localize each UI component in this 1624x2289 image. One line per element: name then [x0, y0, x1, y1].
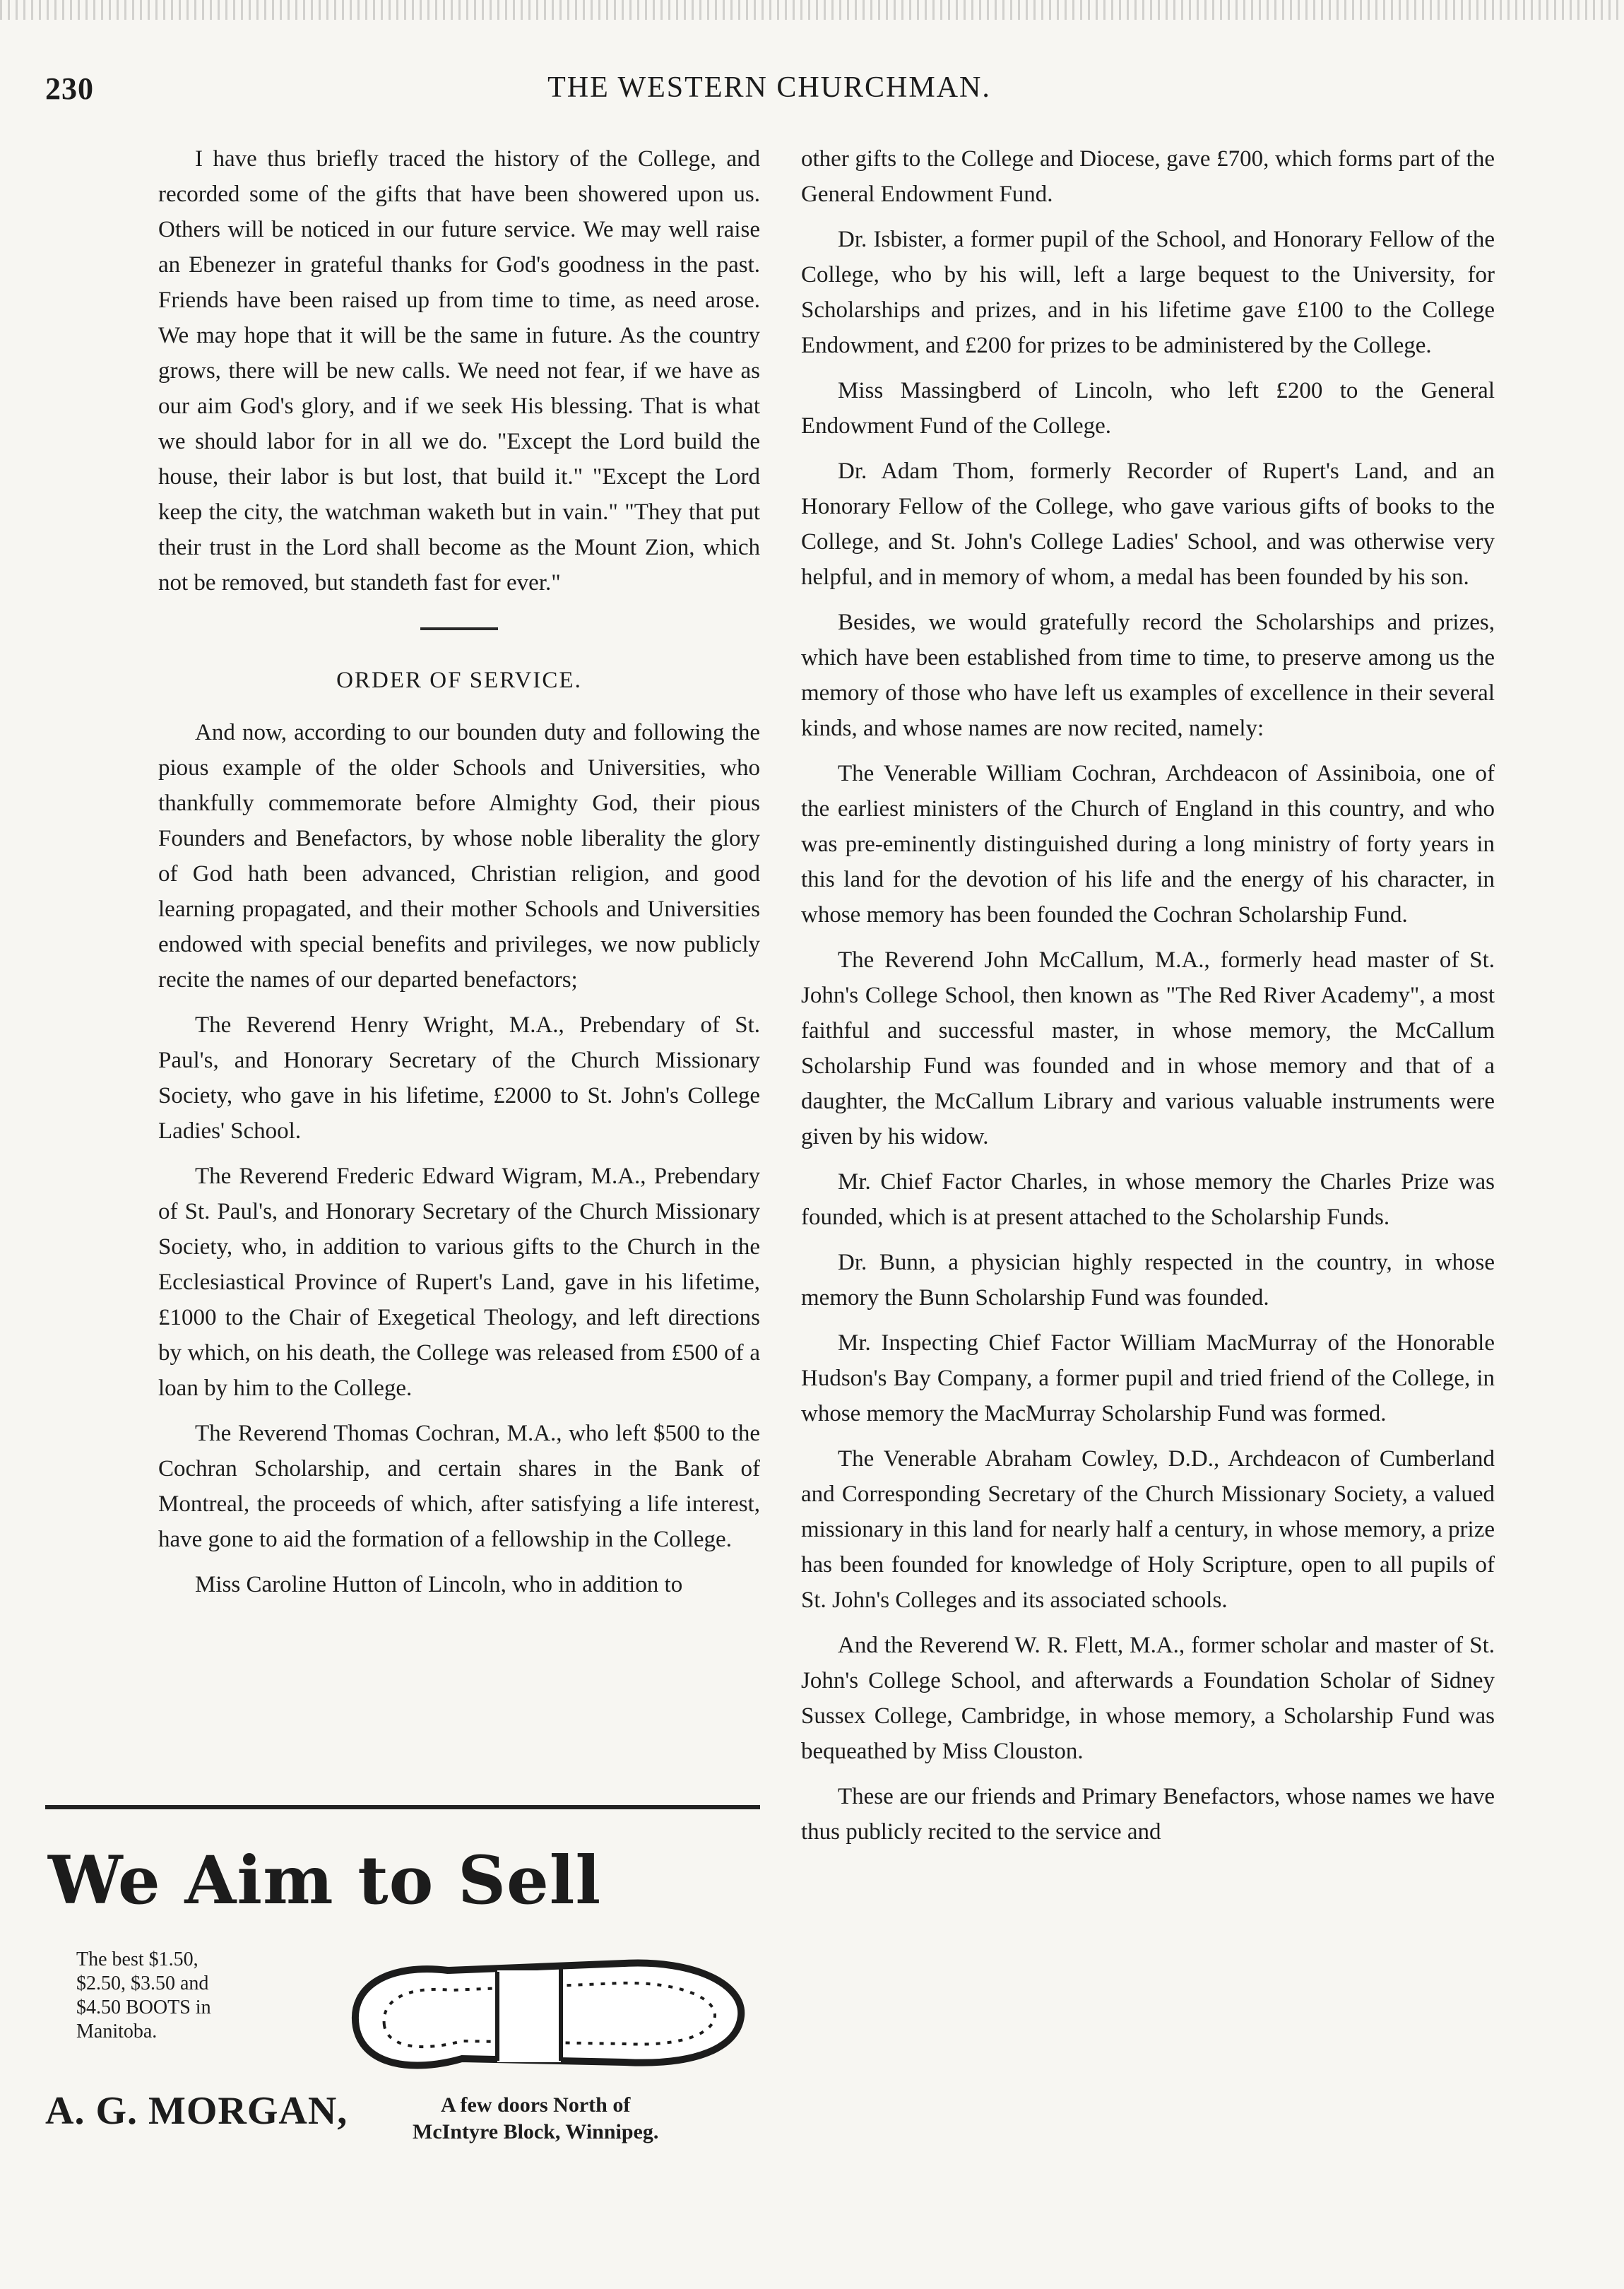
- paragraph: These are our friends and Primary Benefactors, whose names we have thus publicly recited to the service and: [801, 1784, 1495, 1845]
- page-number: 230: [45, 71, 94, 106]
- right-column: [801, 141, 1495, 1859]
- ad-copy-line: $2.50, $3.50 and: [76, 1972, 209, 1994]
- paragraph: Miss Caroline Hutton of Lincoln, who in addition to: [195, 1572, 683, 1597]
- paragraph: Besides, we would gratefully record the Scholarships and prizes, which have been established from time to time, to preserve among us the memory of those who have left us examples of excellence in their several kinds, and whose names are now recited, namely:: [801, 610, 1495, 741]
- page-header: [45, 71, 1493, 120]
- ad-headline: We Aim to Sell: [48, 1842, 602, 1920]
- paragraph: The Venerable Abraham Cowley, D.D., Archdeacon of Cumberland and Corresponding Secretary of the Church Missionary Society, a valued missionary in this land for nearly half a century, in whose memory, a prize has been founded for knowledge of Holy Scripture, open to all pupils of St. John's Colleges and its associated schools.: [801, 1446, 1495, 1613]
- address-line: McIntyre Block, Winnipeg.: [413, 2120, 659, 2143]
- paragraph: The Reverend John McCallum, M.A., formerly head master of St. John's College School, then known as "The Red River Academy", a most faithful and successful master, in whose memory, the McCallum Scholarship Fund was founded and in whose memory and that of a daughter, the McCallum Library and various valuable instruments were given by his widow.: [801, 947, 1495, 1149]
- paragraph: other gifts to the College and Diocese, gave £700, which forms part of the General Endowment Fund.: [801, 146, 1495, 207]
- ad-copy-line: The best $1.50,: [76, 1948, 198, 1970]
- boot-advertisement: [45, 1805, 760, 2163]
- ad-copy: [76, 1948, 316, 2044]
- section-heading: ORDER OF SERVICE.: [336, 668, 582, 693]
- boot-sole-illustration: [328, 1942, 752, 2083]
- ad-copy-line: Manitoba.: [76, 2021, 158, 2042]
- paragraph: And now, according to our bounden duty and following the pious example of the older Schools and Universities, who thankfully commemorate before Almighty God, their pious Founders and Benefactors, by whose noble liberality the glory of God hath been advanced, Christian religion, and good learning propagated, and their mother Schools and Universities endowed with special benefits and privileges, we now publicly recite the names of our departed benefactors;: [158, 720, 760, 993]
- running-title: THE WESTERN CHURCHMAN.: [547, 71, 991, 104]
- ad-copy-line: $4.50 BOOTS in: [76, 1997, 211, 2018]
- paragraph: Mr. Chief Factor Charles, in whose memory the Charles Prize was founded, which is at present attached to the Scholarship Funds.: [801, 1169, 1495, 1230]
- paragraph: Dr. Adam Thom, formerly Recorder of Rupert's Land, and an Honorary Fellow of the College, who gave various gifts of books to the College, and St. John's College Ladies' School, and was otherwise very helpful, and in memory of whom, a medal has been founded by his son.: [801, 459, 1495, 590]
- paragraph: Miss Massingberd of Lincoln, who left £200 to the General Endowment Fund of the College.: [801, 378, 1495, 439]
- page-edge-noise: [0, 0, 1624, 20]
- paragraph: I have thus briefly traced the history of the College, and recorded some of the gifts that have been showered upon us. Others will be noticed in our future service. We may well raise an Ebenezer in grateful thanks for God's goodness in the past. Friends have been raised up from time to time, as need arose. We may hope that it will be the same in future. As the country grows, there will be new calls. We need not fear, if we have as our aim God's glory, and if we seek His blessing. That is what we should labor for in all we do. "Except the Lord build the house, their labor is but lost, that build it." "Except the Lord keep the city, the watchman waketh but in vain." "They that put their trust in the Lord shall become as the Mount Zion, which not be removed, but standeth fast for ever.": [158, 146, 760, 596]
- paragraph: The Reverend Frederic Edward Wigram, M.A., Prebendary of St. Paul's, and Honorary Secretary of the Church Missionary Society, who, in addition to various gifts to the Church in the Ecclesiastical Province of Rupert's Land, gave in his lifetime, £1000 to the Chair of Exegetical Theology, and left directions by which, on his death, the College was released from £500 of a loan by him to the College.: [158, 1164, 760, 1401]
- address-line: A few doors North of: [441, 2093, 631, 2117]
- section-divider: [420, 627, 498, 630]
- paragraph: The Reverend Thomas Cochran, M.A., who left $500 to the Cochran Scholarship, and certain shares in the Bank of Montreal, the proceeds of which, after satisfying a life interest, have gone to aid the formation of a fellowship in the College.: [158, 1421, 760, 1552]
- merchant-address: [413, 2092, 658, 2146]
- paragraph: Dr. Bunn, a physician highly respected in the country, in whose memory the Bunn Scholarship Fund was founded.: [801, 1250, 1495, 1311]
- paragraph: And the Reverend W. R. Flett, M.A., former scholar and master of St. John's College School, and afterwards a Foundation Scholar of Sidney Sussex College, Cambridge, in whose memory, a Scholarship Fund was bequeathed by Miss Clouston.: [801, 1633, 1495, 1764]
- paragraph: The Reverend Henry Wright, M.A., Prebendary of St. Paul's, and Honorary Secretary of the Church Missionary Society, who gave in his lifetime, £2000 to St. John's College Ladies' School.: [158, 1012, 760, 1144]
- paragraph: The Venerable William Cochran, Archdeacon of Assiniboia, one of the earliest ministers of the Church of England in this country, and who was pre-eminently distinguished during a long ministry of forty years in this land for the devotion of his life and the energy of his character, in whose memory has been founded the Cochran Scholarship Fund.: [801, 761, 1495, 928]
- paragraph: Mr. Inspecting Chief Factor William MacMurray of the Honorable Hudson's Bay Company, a former pupil and tried friend of the College, in whose memory the MacMurray Scholarship Fund was formed.: [801, 1330, 1495, 1426]
- paragraph: Dr. Isbister, a former pupil of the School, and Honorary Fellow of the College, who by his will, left a large bequest to the University, for Scholarships and prizes, and in his lifetime gave £100 to the College Endowment, and £200 for prizes to be administered by the College.: [801, 227, 1495, 358]
- merchant-name: A. G. MORGAN,: [45, 2089, 348, 2133]
- left-column: [158, 141, 760, 1612]
